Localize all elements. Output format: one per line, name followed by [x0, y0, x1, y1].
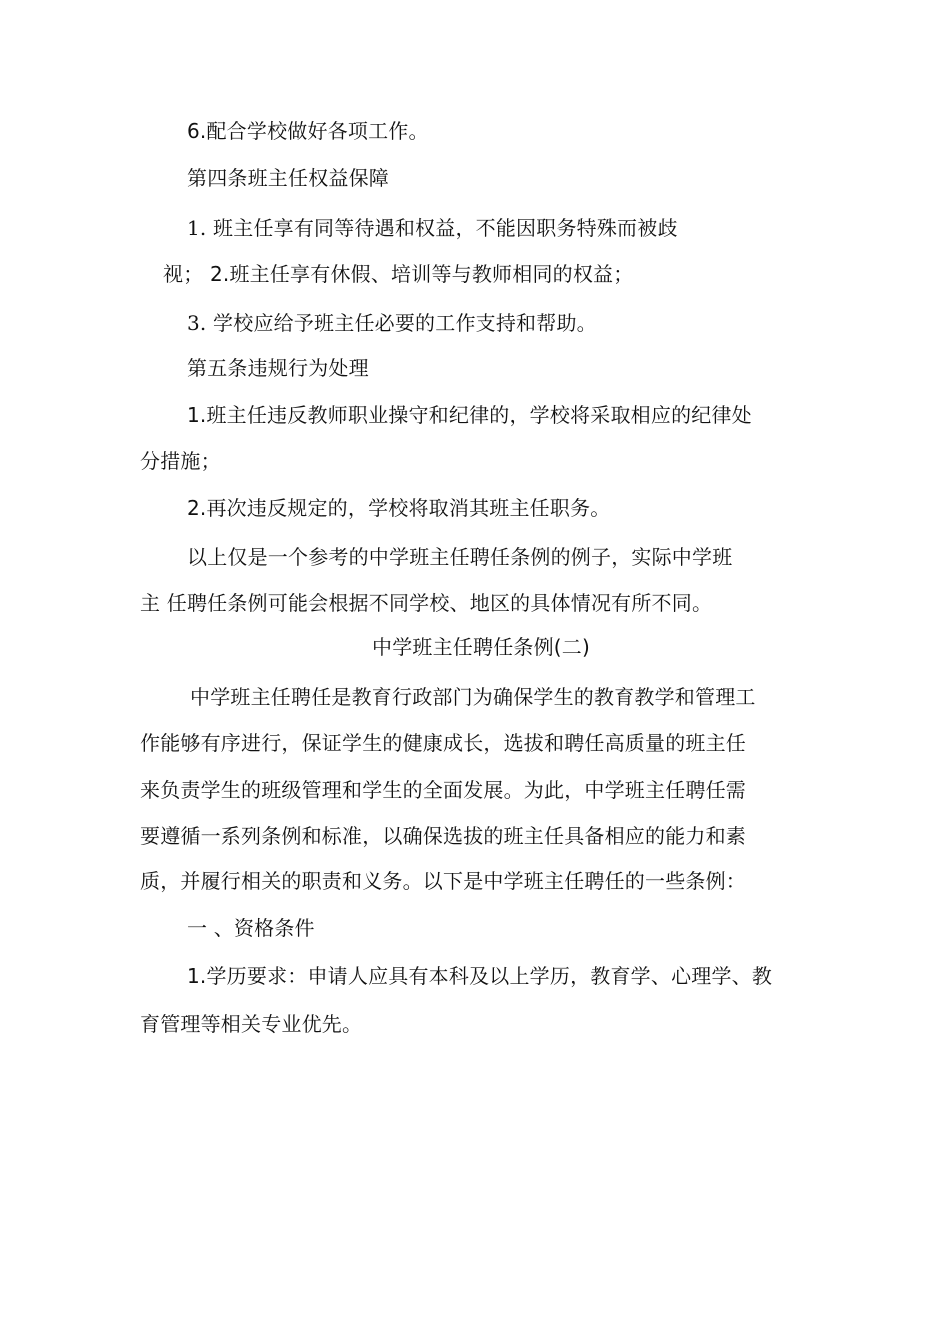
closing-note: 以上仅是一个参考的中学班主任聘任条例的例子，实际中学班 — [187, 545, 733, 569]
rights-item-1-text: 班主任享有同等待遇和权益，不能因职务特殊而被歧 — [213, 216, 678, 240]
duty-item-6: 6.配合学校做好各项工作。 — [187, 119, 429, 143]
intro-paragraph-line-2: 作能够有序进行，保证学生的健康成长，选拔和聘任高质量的班主任 — [140, 731, 746, 755]
article-5-heading: 第五条违规行为处理 — [187, 356, 369, 380]
qualification-heading: 一 、资格条件 — [187, 916, 315, 940]
closing-note-continued: 主 任聘任条例可能会根据不同学校、地区的具体情况有所不同。 — [140, 591, 713, 615]
rights-item-1-continued: 视； 2.班主任享有休假、培训等与教师相同的权益； — [163, 262, 634, 286]
intro-paragraph-line-4: 要遵循一系列条例和标准，以确保选拔的班主任具备相应的能力和素 — [140, 824, 746, 848]
violation-item-2: 2.再次违反规定的，学校将取消其班主任职务。 — [187, 496, 611, 520]
violation-item-1: 1.班主任违反教师职业操守和纪律的，学校将采取相应的纪律处 — [187, 403, 752, 427]
rights-item-1 — [187, 214, 678, 242]
intro-paragraph-line-5: 质，并履行相关的职责和义务。以下是中学班主任聘任的一些条例： — [140, 869, 746, 893]
violation-item-1-continued: 分措施； — [140, 449, 221, 473]
rights-item-3 — [187, 309, 597, 337]
education-requirement: 1.学历要求：申请人应具有本科及以上学历，教育学、心理学、教 — [187, 964, 773, 988]
intro-paragraph-line-1: 中学班主任聘任是教育行政部门为确保学生的教育教学和管理工 — [190, 685, 756, 709]
rights-item-3-text: 学校应给予班主任必要的工作支持和帮助。 — [213, 311, 597, 335]
section-title: 中学班主任聘任条例(二) — [372, 635, 591, 659]
article-4-heading: 第四条班主任权益保障 — [187, 166, 389, 190]
list-number: 1. — [187, 216, 207, 240]
list-number: 3. — [187, 311, 207, 335]
education-requirement-continued: 育管理等相关专业优先。 — [140, 1012, 363, 1036]
intro-paragraph-line-3: 来负责学生的班级管理和学生的全面发展。为此，中学班主任聘任需 — [140, 778, 746, 802]
